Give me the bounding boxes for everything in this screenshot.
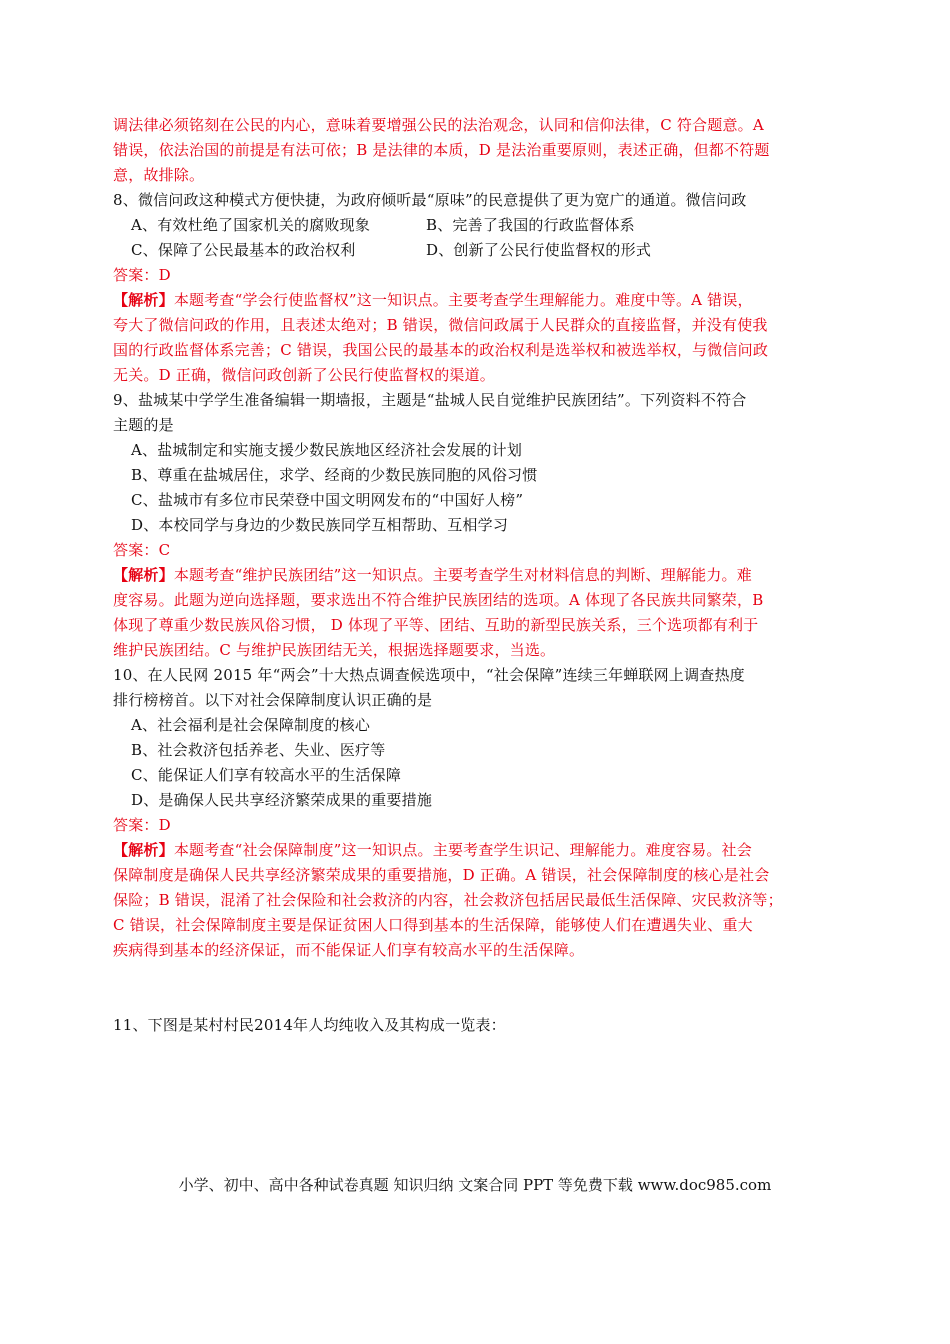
option-row (113, 213, 841, 238)
analysis-line: 调法律必须铭刻在公民的内心，意味着要增强公民的法治观念，认同和信仰法律，C 符合题意。A (113, 116, 764, 134)
option-b: B、完善了我国的行政监督体系 (426, 216, 635, 234)
answer: 答案：C (113, 541, 171, 559)
option-c: C、盐城市有多位市民荣登中国文明网发布的“中国好人榜” (131, 491, 524, 509)
answer: 答案：D (113, 266, 171, 284)
option-a: A、社会福利是社会保障制度的核心 (131, 716, 371, 734)
analysis-line: C 错误，社会保障制度主要是保证贫困人口得到基本的生活保障，能够使人们在遭遇失业、重大 (113, 916, 753, 934)
q7-analysis-tail (113, 113, 841, 188)
question-stem: 11、下图是某村村民2014年人均纯收入及其构成一览表： (113, 1016, 506, 1034)
option-c: C、保障了公民最基本的政治权利 (131, 241, 356, 259)
option-a: A、有效杜绝了国家机关的腐败现象 (131, 216, 371, 234)
analysis-line: 度容易。此题为逆向选择题，要求选出不符合维护民族团结的选项。A 体现了各民族共同繁荣，B (113, 591, 764, 609)
question-11 (113, 1013, 841, 1038)
option-c: C、能保证人们享有较高水平的生活保障 (131, 766, 402, 784)
analysis-line: 保障制度是确保人民共享经济繁荣成果的重要措施，D 正确。A 错误，社会保障制度的核心是社会 (113, 866, 770, 884)
question-10 (113, 663, 841, 963)
option-d: D、创新了公民行使监督权的形式 (426, 241, 652, 259)
analysis-text: 本题考查“维护民族团结”这一知识点。主要考查学生对材料信息的判断、理解能力。难 (173, 566, 752, 584)
page-content (113, 113, 841, 1038)
question-9 (113, 388, 841, 663)
answer: 答案：D (113, 816, 171, 834)
option-row (113, 238, 841, 263)
analysis-line (113, 838, 841, 863)
analysis-line: 保险；B 错误，混淆了社会保险和社会救济的内容，社会救济包括居民最低生活保障、灾民救济等； (113, 891, 783, 909)
analysis-line: 意，故排除。 (113, 166, 205, 184)
question-stem: 排行榜榜首。以下对社会保障制度认识正确的是 (113, 691, 433, 709)
analysis-line: 国的行政监督体系完善；C 错误，我国公民的最基本的政治权利是选举权和被选举权，与微信问政 (113, 341, 769, 359)
question-stem: 8、微信问政这种模式方便快捷，为政府倾听最“原味”的民意提供了更为宽广的通道。微信问政 (113, 191, 747, 209)
analysis-line (113, 563, 841, 588)
page-footer: 小学、初中、高中各种试卷真题 知识归纳 文案合同 PPT 等免费下载 www.doc985.com (178, 1176, 772, 1194)
option-b: B、社会救济包括养老、失业、医疗等 (131, 741, 386, 759)
spacer (113, 963, 841, 1013)
analysis-text: 本题考查“学会行使监督权”这一知识点。主要考查学生理解能力。难度中等。A 错误， (173, 291, 753, 309)
analysis-line: 疾病得到基本的经济保证，而不能保证人们享有较高水平的生活保障。 (113, 941, 585, 959)
question-8 (113, 188, 841, 388)
analysis-tag: 【解析】 (113, 291, 174, 309)
option-a: A、盐城制定和实施支援少数民族地区经济社会发展的计划 (131, 441, 523, 459)
question-stem: 主题的是 (113, 416, 174, 434)
question-stem: 9、盐城某中学学生准备编辑一期墙报，主题是“盐城人民自觉维护民族团结”。下列资料不符合 (113, 391, 747, 409)
analysis-line: 夸大了微信问政的作用，且表述太绝对；B 错误，微信问政属于人民群众的直接监督，并没有使我 (113, 316, 768, 334)
question-stem: 10、在人民网 2015 年“两会”十大热点调查候选项中，“社会保障”连续三年蝉联网上调查热度 (113, 666, 745, 684)
analysis-line (113, 288, 841, 313)
analysis-line: 体现了尊重少数民族风俗习惯， D 体现了平等、团结、互助的新型民族关系，三个选项都有利于 (113, 616, 759, 634)
analysis-line: 错误，依法治国的前提是有法可依；B 是法律的本质，D 是法治重要原则，表述正确，但都不符题 (113, 141, 770, 159)
option-d: D、本校同学与身边的少数民族同学互相帮助、互相学习 (131, 516, 509, 534)
analysis-tag: 【解析】 (113, 566, 174, 584)
analysis-line: 维护民族团结。C 与维护民族团结无关，根据选择题要求，当选。 (113, 641, 556, 659)
option-d: D、是确保人民共享经济繁荣成果的重要措施 (131, 791, 433, 809)
analysis-line: 无关。D 正确，微信问政创新了公民行使监督权的渠道。 (113, 366, 495, 384)
option-b: B、尊重在盐城居住，求学、经商的少数民族同胞的风俗习惯 (131, 466, 538, 484)
analysis-tag: 【解析】 (113, 841, 174, 859)
analysis-text: 本题考查“社会保障制度”这一知识点。主要考查学生识记、理解能力。难度容易。社会 (173, 841, 752, 859)
